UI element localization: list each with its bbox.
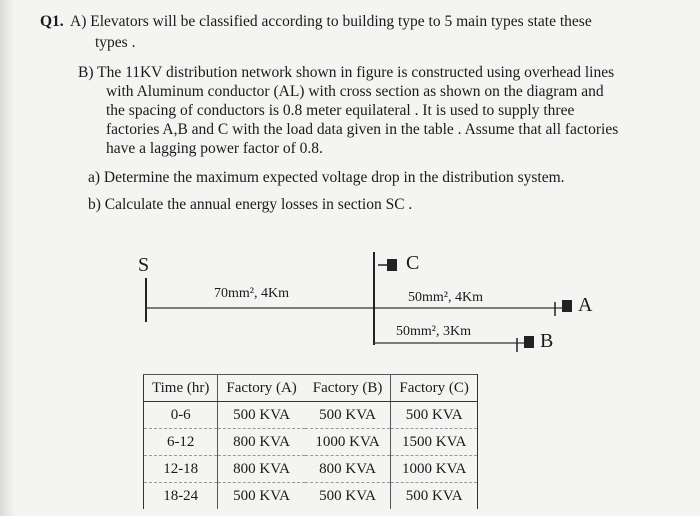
part-a-line-1: A) Elevators will be classified according to building type to 5 main types state these [70, 13, 592, 30]
cell-factory-b: 800 KVA [305, 456, 391, 483]
sub-question-b: b) Calculate the annual energy losses in section SC . [88, 196, 413, 213]
part-b-line-1: B) The 11KV distribution network shown in figure is constructed using overhead lines [78, 64, 615, 81]
node-b-label: B [540, 330, 554, 352]
header-factory-b: Factory (B) [305, 375, 391, 402]
node-s-label: S [138, 254, 150, 276]
header-factory-c: Factory (C) [391, 375, 478, 402]
part-b-line-2: with Aluminum conductor (AL) with cross section as shown on the diagram and [106, 83, 604, 100]
cell-factory-c: 1500 KVA [391, 429, 478, 456]
table-header-row [144, 375, 478, 402]
question-number: Q1. [40, 13, 64, 30]
cell-factory-b: 500 KVA [305, 402, 391, 429]
cell-factory-c: 500 KVA [391, 402, 478, 429]
header-time: Time (hr) [144, 375, 218, 402]
section-cb-label: 50mm², 3Km [396, 324, 471, 339]
network-diagram [130, 250, 600, 370]
network-lines [130, 250, 600, 370]
cell-factory-a: 500 KVA [218, 402, 305, 429]
cell-factory-c: 1000 KVA [391, 456, 478, 483]
node-a-label: A [578, 294, 593, 316]
table-row [144, 402, 478, 429]
cell-time: 12-18 [144, 456, 218, 483]
section-sc-label: 70mm², 4Km [214, 286, 289, 301]
sub-question-a: a) Determine the maximum expected voltage drop in the distribution system. [88, 169, 565, 186]
cell-factory-b: 500 KVA [305, 483, 391, 510]
table-row [144, 483, 478, 510]
part-b-line-4: factories A,B and C with the load data given in the table . Assume that all factories [106, 121, 619, 138]
section-ca-label: 50mm², 4Km [408, 290, 483, 305]
part-a-line-2: types . [95, 34, 136, 51]
cell-factory-a: 500 KVA [233, 487, 290, 504]
cell-factory-a: 800 KVA [218, 456, 305, 483]
page-shadow [0, 0, 14, 516]
cell-time: 6-12 [144, 429, 218, 456]
cell-factory-b: 1000 KVA [305, 429, 391, 456]
table-row [144, 429, 478, 456]
cell-time: 0-6 [144, 402, 218, 429]
table-row [144, 456, 478, 483]
load-table [143, 374, 478, 509]
header-factory-a: Factory (A) [218, 375, 305, 402]
node-c-label: C [406, 252, 420, 274]
cell-factory-a: 800 KVA [218, 429, 305, 456]
cell-factory-c: 500 KVA [391, 483, 478, 510]
cell-time: 18-24 [144, 483, 218, 510]
part-b-line-5: have a lagging power factor of 0.8. [106, 140, 323, 157]
part-b-line-3: the spacing of conductors is 0.8 meter equilateral . It is used to supply three [106, 102, 575, 119]
